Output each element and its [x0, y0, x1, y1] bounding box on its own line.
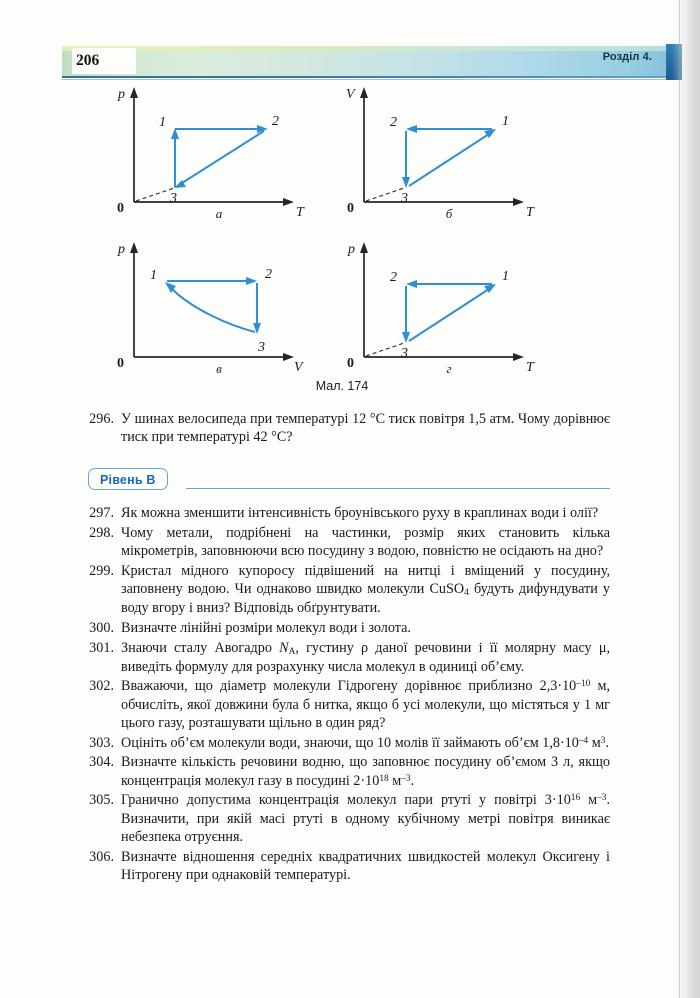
point-label-2-a: 2	[272, 114, 279, 129]
origin-label-d: 0	[347, 356, 354, 371]
problem-item	[78, 410, 610, 447]
figure-174	[62, 84, 622, 399]
page-edge-line	[679, 0, 680, 998]
problem-text: Як можна зменшити інтенсивність броунівського руху в краплинах води і олії?	[121, 505, 599, 521]
problem-number: 305.	[89, 792, 114, 809]
level-divider-line	[186, 488, 610, 489]
axis-label-y-c: p	[118, 242, 125, 257]
origin-label-b: 0	[347, 201, 354, 216]
problem-item	[78, 619, 610, 637]
point-label-1-a: 1	[159, 115, 166, 130]
problem-number: 304.	[89, 754, 114, 771]
point-label-1-c: 1	[150, 268, 157, 283]
problem-number: 306.	[89, 848, 114, 865]
problem-text: Гранично допустима концентрація молекул пари ртуті у повітрі $3\cdot 10^{16}$ $м^{-3}$. Визначити, при якій масі ртуті в одному кубічному метрі повітря виникає небезпека отруєння.	[121, 792, 610, 845]
diagram-d	[342, 239, 572, 376]
diagram-b	[342, 84, 572, 221]
problem-item	[78, 639, 610, 676]
header-gradient-highlight	[62, 46, 678, 51]
point-label-2-d: 2	[390, 270, 397, 285]
problem-item	[78, 791, 610, 846]
point-label-3-c: 3	[258, 340, 265, 355]
origin-label-a: 0	[117, 201, 124, 216]
page-edge-shadow	[672, 0, 700, 998]
point-label-3-d: 3	[401, 346, 408, 361]
problem-number: 296.	[89, 411, 114, 427]
level-badge-row	[88, 468, 610, 494]
problem-text: Знаючи сталу Авогадро $N_A$, густину ρ даної речовини і її молярну масу μ, виведіть формулу для розрахунку числа молекул в одиниці об’єму.	[121, 639, 610, 675]
point-label-2-c: 2	[265, 267, 272, 282]
problem-list-level-a	[78, 410, 610, 448]
diagram-c	[112, 239, 342, 376]
problem-number: 303.	[89, 734, 114, 751]
point-label-2-b: 2	[390, 115, 397, 130]
problem-item	[78, 734, 610, 752]
diagram-sublabel-a: а	[215, 206, 223, 221]
problem-text: Визначте лінійні розміри молекул води і золота.	[121, 619, 411, 636]
problem-item	[78, 677, 610, 732]
page-number: 206	[72, 48, 136, 74]
problem-text: Визначте кількість речовини водню, що заповнює посудину об’ємом 3 л, якщо концентрація молекул газу в посудині $2\cdot 10^{18}$ $м^{-3}$.	[121, 754, 610, 789]
problem-number: 301.	[89, 639, 114, 656]
problem-number: 302.	[89, 678, 114, 695]
axis-label-y-b: V	[346, 87, 355, 102]
axis-label-x-b: T	[526, 205, 534, 216]
problem-list-level-b	[78, 504, 610, 886]
problem-text: Чому метали, подрібнені на частинки, розмір яких становить кілька мікрометрів, заповнюючи всю посудину з водою, повністю не осідають на дно?	[121, 524, 610, 559]
section-label: Розділ 4.	[602, 51, 652, 63]
point-label-3-a: 3	[170, 191, 177, 206]
point-label-1-b: 1	[502, 114, 509, 129]
axis-label-x-a: T	[296, 205, 304, 216]
point-label-3-b: 3	[401, 191, 408, 206]
diagram-a	[112, 84, 342, 221]
level-badge[interactable]: Рівень В	[88, 468, 168, 490]
diagram-sublabel-d: г	[446, 361, 452, 376]
problem-text: Визначте відношення середніх квадратичних швидкостей молекул Оксигену і Нітрогену при однаковій температурі.	[121, 848, 610, 883]
axis-label-x-d: T	[526, 360, 534, 371]
problem-number: 299.	[89, 562, 114, 579]
header-blue-rule	[62, 76, 678, 78]
problem-item	[78, 753, 610, 790]
diagram-sublabel-b: б	[445, 206, 453, 221]
problem-item	[78, 562, 610, 618]
header-gray-rule	[62, 79, 678, 80]
axis-label-y-a: p	[118, 87, 125, 102]
problem-number: 298.	[89, 524, 114, 541]
figure-caption: Мал. 174	[315, 379, 369, 393]
problem-number: 300.	[89, 619, 114, 636]
axis-label-y-d: p	[348, 242, 355, 257]
problem-item	[78, 848, 610, 885]
problem-item	[78, 504, 610, 522]
diagram-sublabel-c: в	[216, 361, 222, 376]
problem-text: Оцініть об’єм молекули води, знаючи, що 10 молів її займають об’єм $1,8\cdot 10^{-4}$ $м^3$.	[121, 734, 609, 751]
problem-text: Вважаючи, що діаметр молекули Гідрогену дорівнює приблизно $2,3\cdot 10^{-10}$ м, обчисліть, якої довжини була б нитка, якщо б усі молекули, що містяться у 1 мг цього газу, розташувати щільно в один ряд?	[121, 678, 610, 731]
problem-text: У шинах велосипеда при температурі 12 °С тиск повітря 1,5 атм. Чому дорівнює тиск при температурі 42 °С?	[121, 411, 610, 446]
problem-item	[78, 524, 610, 561]
axis-label-x-c: V	[294, 360, 303, 371]
point-label-1-d: 1	[502, 269, 509, 284]
problem-number: 297.	[89, 505, 114, 521]
page-header	[0, 46, 700, 82]
origin-label-c: 0	[117, 356, 124, 371]
problem-text: Кристал мідного купоросу підвішений на нитці і вміщений у посудину, заповнену водою. Чи однаково швидко молекули CuSO$_4$ будуть дифундувати у воду вгору і вниз? Відповідь обґрунтувати.	[121, 562, 610, 617]
